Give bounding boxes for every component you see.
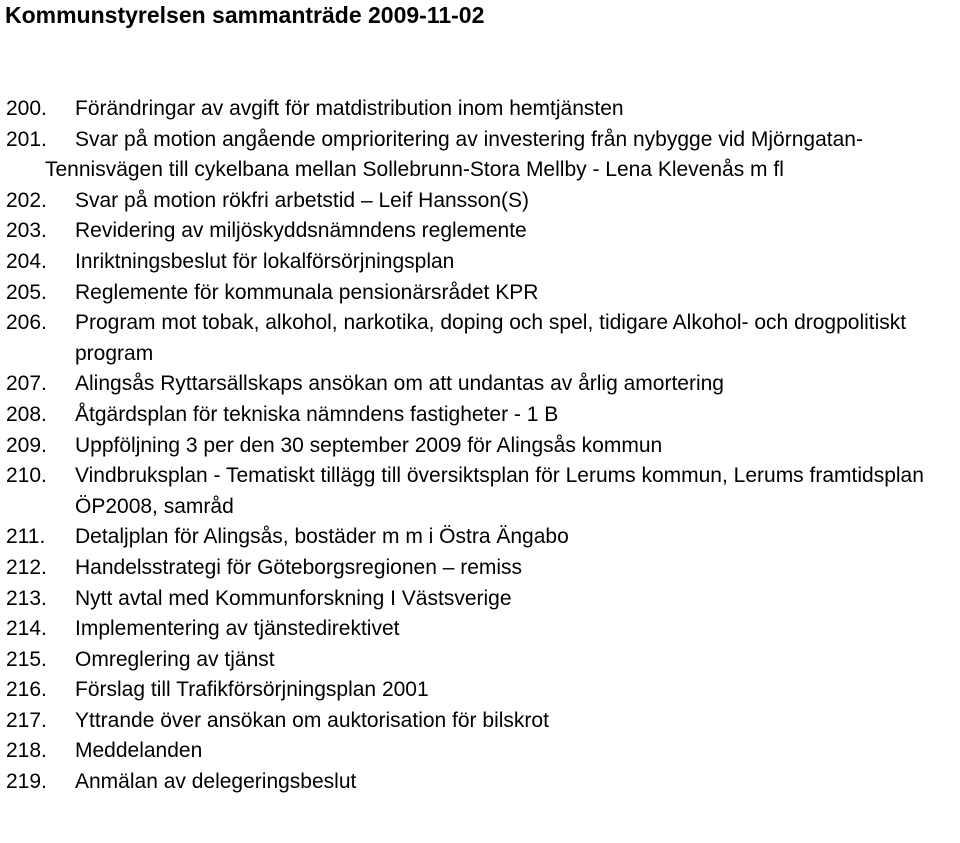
item-number: 205. — [6, 280, 47, 304]
item-text: Förändringar av avgift för matdistribution inom hemtjänsten — [75, 97, 624, 120]
item-text: Detaljplan för Alingsås, bostäder m m i Östra Ängabo — [75, 525, 569, 549]
item-number: 215. — [6, 647, 47, 671]
agenda-list — [6, 94, 956, 798]
agenda-item — [6, 522, 956, 553]
item-number: 203. — [6, 219, 47, 243]
item-number: 201. — [6, 127, 47, 151]
agenda-item — [6, 278, 956, 309]
item-text: Anmälan av delegeringsbeslut — [75, 770, 357, 794]
item-number: 209. — [6, 433, 47, 457]
item-text: Omreglering av tjänst — [75, 647, 275, 671]
item-text: Svar på motion rökfri arbetstid – Leif Hansson(S) — [75, 188, 530, 212]
item-text: Alingsås Ryttarsällskaps ansökan om att undantas av årlig amortering — [75, 372, 724, 396]
item-number: 207. — [6, 372, 47, 396]
page-title: Kommunstyrelsen sammanträde 2009-11-02 — [5, 2, 485, 28]
agenda-item — [6, 216, 956, 247]
item-number: 217. — [6, 708, 47, 732]
item-text: Reglemente för kommunala pensionärsrådet KPR — [75, 280, 539, 304]
item-text: Vindbruksplan - Tematiskt tillägg till översiktsplan för Lerums kommun, Lerums framtidsplan ÖP2008, samråd — [75, 464, 924, 518]
agenda-item — [6, 369, 956, 400]
item-number: 212. — [6, 555, 47, 579]
item-text: Handelsstrategi för Göteborgsregionen – remiss — [75, 555, 523, 579]
item-number: 208. — [6, 402, 47, 426]
item-number: 202. — [6, 188, 47, 212]
item-text: Revidering av miljöskyddsnämndens reglemente — [75, 219, 527, 243]
item-number: 213. — [6, 586, 47, 610]
item-number: 214. — [6, 617, 47, 641]
agenda-item — [6, 431, 956, 462]
item-text: Åtgärdsplan för tekniska nämndens fastigheter - 1 B — [75, 402, 559, 426]
item-text: Program mot tobak, alkohol, narkotika, doping och spel, tidigare Alkohol- och drogpolitiskt program — [75, 311, 907, 365]
item-text: Inriktningsbeslut för lokalförsörjningsplan — [75, 249, 455, 273]
agenda-item — [6, 553, 956, 584]
agenda-item — [6, 584, 956, 615]
agenda-item — [6, 614, 956, 645]
item-text: Meddelanden — [75, 739, 203, 763]
agenda-item — [6, 308, 956, 369]
agenda-item — [6, 400, 956, 431]
agenda-item — [6, 461, 956, 522]
item-number: 210. — [6, 464, 47, 488]
item-number: 206. — [6, 311, 47, 335]
item-number: 219. — [6, 770, 47, 794]
agenda-item — [6, 645, 956, 676]
item-text: Yttrande över ansökan om auktorisation för bilskrot — [75, 708, 549, 732]
item-number: 200. — [6, 97, 47, 120]
item-number: 216. — [6, 678, 47, 702]
item-text: Nytt avtal med Kommunforskning I Västsverige — [75, 586, 512, 610]
agenda-item — [6, 247, 956, 278]
item-text: Svar på motion angående omprioritering av investering från nybygge vid Mjörngatan-Tennisvägen till cykelbana mellan Sollebrunn-Stora Mellby - Lena Klevenås m fl — [45, 127, 863, 182]
agenda-item — [6, 736, 956, 767]
item-number: 204. — [6, 249, 47, 273]
agenda-item — [6, 767, 956, 798]
agenda-item — [6, 675, 956, 706]
agenda-item — [6, 94, 956, 125]
agenda-item — [6, 186, 956, 217]
item-text: Förslag till Trafikförsörjningsplan 2001 — [75, 678, 429, 702]
item-text: Implementering av tjänstedirektivet — [75, 617, 400, 641]
item-number: 211. — [6, 525, 46, 549]
item-text: Uppföljning 3 per den 30 september 2009 för Alingsås kommun — [75, 433, 663, 457]
agenda-item — [6, 125, 956, 186]
item-number: 218. — [6, 739, 47, 763]
agenda-item — [6, 706, 956, 737]
